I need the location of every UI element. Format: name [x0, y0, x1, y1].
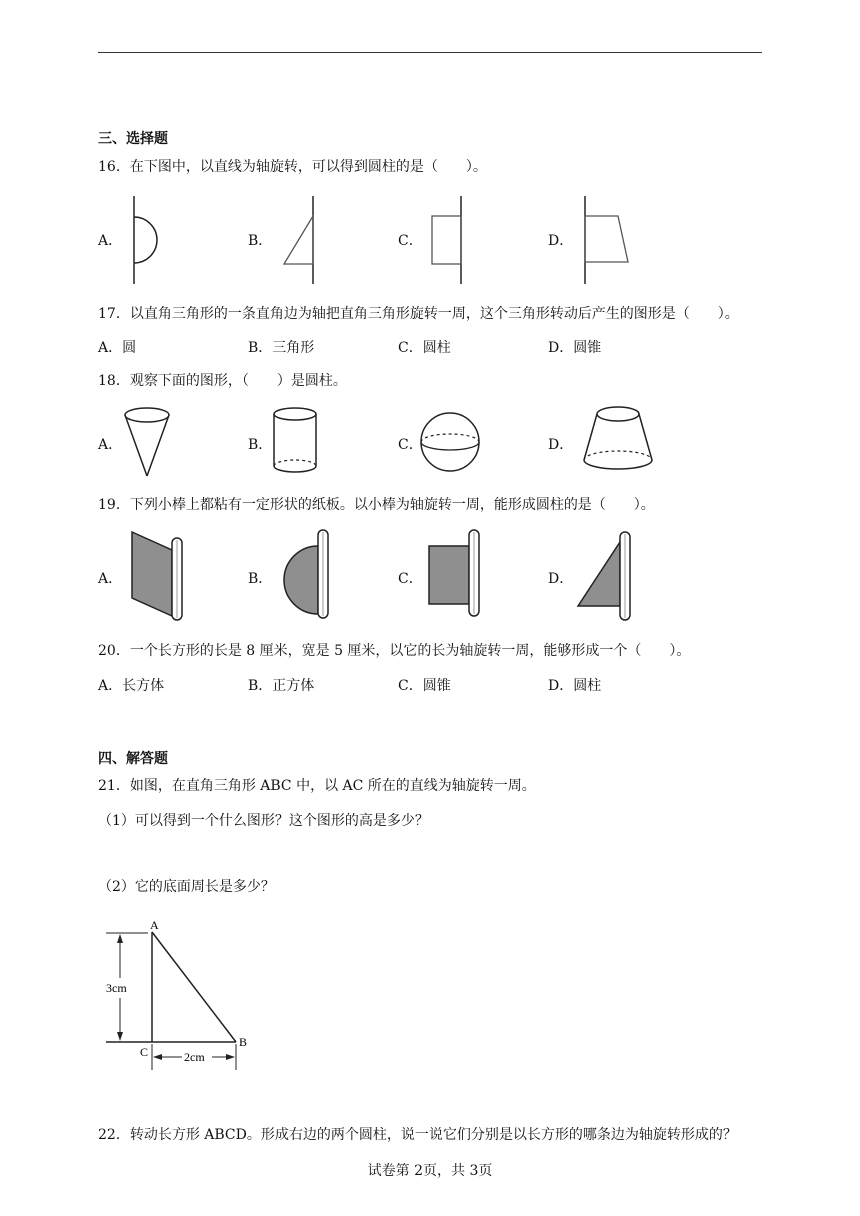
q18-option-a: A． — [98, 437, 123, 453]
q19-figure-d-triangle-on-rod — [576, 528, 640, 624]
q21-part2: （2）它的底面周长是多少？ — [98, 879, 275, 895]
q19-figure-b-semicircle-on-rod — [278, 526, 338, 622]
label-a: A — [150, 918, 159, 932]
q19-option-b: B． — [248, 571, 273, 587]
q19-option-d: D． — [548, 571, 574, 587]
q21-part1: （1）可以得到一个什么图形？这个图形的高是多少？ — [98, 813, 429, 829]
q16-option-c: C． — [398, 233, 423, 249]
q18-option-b: B． — [248, 437, 273, 453]
q22-stem: 22．转动长方形 ABCD。形成右边的两个圆柱，说一说它们分别是以长方形的哪条边为轴旋转形成的？ — [98, 1127, 737, 1143]
q16-option-a: A． — [98, 233, 123, 249]
q16-figure-b-triangle — [280, 196, 320, 286]
q21-stem: 21．如图，在直角三角形 ABC 中，以 AC 所在的直线为轴旋转一周。 — [98, 778, 536, 794]
section-title-choice: 三、选择题 — [98, 131, 168, 147]
q16-option-d: D． — [548, 233, 574, 249]
label-c: C — [140, 1045, 149, 1059]
q20-option-b: B．正方体 — [248, 678, 315, 694]
q18-stem: 18．观察下面的图形，（ ）是圆柱。 — [98, 373, 347, 389]
header-rule — [98, 52, 762, 53]
q18-option-d: D． — [548, 437, 574, 453]
q17-option-d: D．圆锥 — [548, 340, 602, 356]
q16-option-b: B． — [248, 233, 273, 249]
q19-stem: 19．下列小棒上都粘有一定形状的纸板。以小棒为轴旋转一周，能形成圆柱的是（ ）。 — [98, 497, 655, 513]
page-footer: 试卷第 2页，共 3页 — [367, 1163, 493, 1179]
q16-figure-d-trapezoid — [578, 196, 638, 286]
q17-option-b: B．三角形 — [248, 340, 315, 356]
q18-figure-a-cone — [120, 404, 180, 480]
q18-figure-c-sphere — [418, 412, 484, 474]
q20-option-c: C．圆锥 — [398, 678, 451, 694]
label-base: 2cm — [184, 1050, 205, 1064]
q20-option-a: A．长方体 — [98, 678, 165, 694]
q19-option-a: A． — [98, 571, 123, 587]
q18-option-c: C． — [398, 437, 423, 453]
q20-stem: 20．一个长方形的长是 8 厘米，宽是 5 厘米，以它的长为轴旋转一周，能够形成一个（ ）。 — [98, 643, 691, 659]
section-title-answer: 四、解答题 — [98, 751, 168, 767]
q18-figure-d-frustum — [580, 402, 660, 478]
q21-right-triangle-figure — [100, 916, 270, 1072]
label-height: 3cm — [106, 981, 127, 995]
q19-option-c: C． — [398, 571, 423, 587]
q17-option-a: A．圆 — [98, 340, 137, 356]
q16-stem: 16．在下图中，以直线为轴旋转，可以得到圆柱的是（ ）。 — [98, 159, 487, 175]
label-b: B — [239, 1035, 248, 1049]
q16-figure-a-semicircle — [120, 196, 170, 286]
q19-figure-c-rectangle-on-rod — [426, 526, 486, 622]
q17-stem: 17．以直角三角形的一条直角边为轴把直角三角形旋转一周，这个三角形转动后产生的图形是（ ）。 — [98, 306, 739, 322]
q17-option-c: C．圆柱 — [398, 340, 451, 356]
q20-option-d: D．圆柱 — [548, 678, 602, 694]
q19-figure-a-parallelogram-on-rod — [126, 528, 190, 624]
q18-figure-b-cylinder — [270, 404, 324, 480]
q16-figure-c-rectangle — [430, 196, 470, 286]
